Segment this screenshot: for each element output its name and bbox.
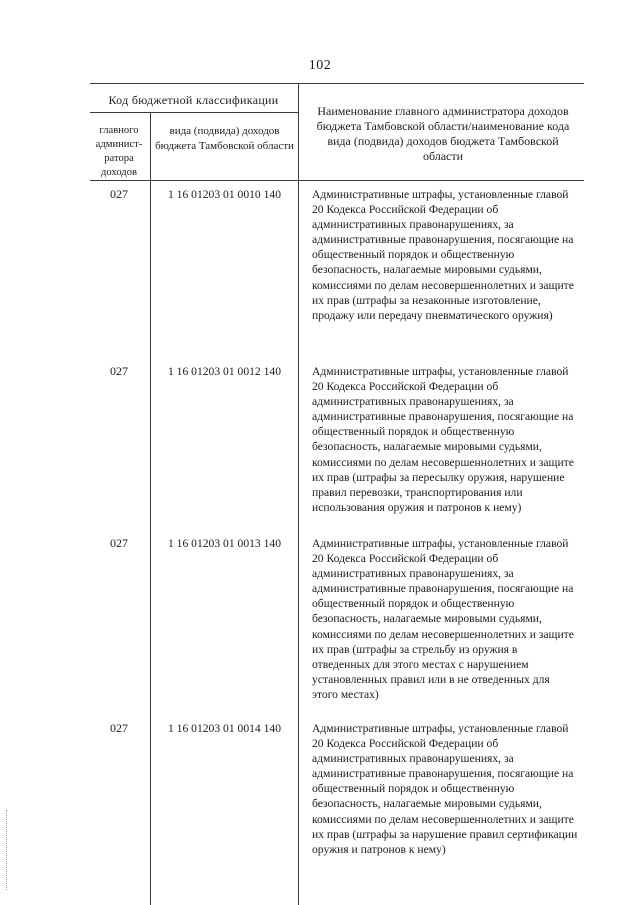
column-divider-admin xyxy=(150,113,151,905)
header-admin-column xyxy=(90,124,148,180)
row-description: Административные штрафы, установленные главой 20 Кодекса Российской Федерации об административных правонарушениях, за административные правонарушения, посягающие на общественный порядок и общественную безопасность, налагаемые мировыми судьями, комиссиями по делам несовершеннолетних и защите их прав (штрафы за пересылку оружия, нарушение правил перевозки, транспортирования или использования оружия и патронов к нему) xyxy=(312,365,574,514)
row-admin-code: 027 xyxy=(110,721,128,735)
header-admin-text: главного админист-ратора доходов xyxy=(95,125,143,178)
header-group-label: Код бюджетной классификации xyxy=(108,93,279,107)
row-admin-code: 027 xyxy=(110,187,128,201)
header-bottom-border xyxy=(90,180,584,181)
budget-classification-table xyxy=(90,83,584,905)
row-admin-code: 027 xyxy=(110,536,128,550)
row-kind-code: 1 16 01203 01 0012 140 xyxy=(167,365,282,378)
column-divider-kind xyxy=(298,83,299,905)
table-top-border xyxy=(90,83,584,84)
header-name-column: Наименование главного администратора доходов бюджета Тамбовской области/наименование кода вида (подвида) доходов бюджета Тамбовской области xyxy=(316,104,570,163)
page-number: 102 xyxy=(308,58,332,73)
row-kind-code: 1 16 01203 01 0013 140 xyxy=(167,537,282,550)
row-kind-code: 1 16 01203 01 0014 140 xyxy=(167,722,282,735)
row-admin-code: 027 xyxy=(110,364,128,378)
header-kind-column: вида (подвида) доходов бюджета Тамбовской области xyxy=(155,125,294,152)
row-description: Административные штрафы, установленные главой 20 Кодекса Российской Федерации об административных правонарушениях, за административные правонарушения, посягающие на общественный порядок и общественную безопасность, налагаемые мировыми судьями, комиссиями по делам несовершеннолетних и защите их прав (штрафы за незаконные изготовление, продажу или передачу пневматического оружия) xyxy=(312,188,574,322)
scan-margin-marks xyxy=(6,810,10,890)
row-description: Административные штрафы, установленные главой 20 Кодекса Российской Федерации об административных правонарушениях, за административные правонарушения, посягающие на общественный порядок и общественную безопасность, налагаемые мировыми судьями, комиссиями по делам несовершеннолетних и защите их прав (штрафы за стрельбу из оружия в отведенных для этого местах с нарушением установленных правил или в не отведенных для этого местах) xyxy=(312,537,574,701)
group-header-divider xyxy=(90,112,298,113)
row-kind-code: 1 16 01203 01 0010 140 xyxy=(167,188,282,201)
row-description: Административные штрафы, установленные главой 20 Кодекса Российской Федерации об административных правонарушениях, за административные правонарушения, посягающие на общественный порядок и общественную безопасность, налагаемые мировыми судьями, комиссиями по делам несовершеннолетних и защите их прав (штрафы за нарушение правил сертификации оружия и патронов к нему) xyxy=(312,722,578,856)
